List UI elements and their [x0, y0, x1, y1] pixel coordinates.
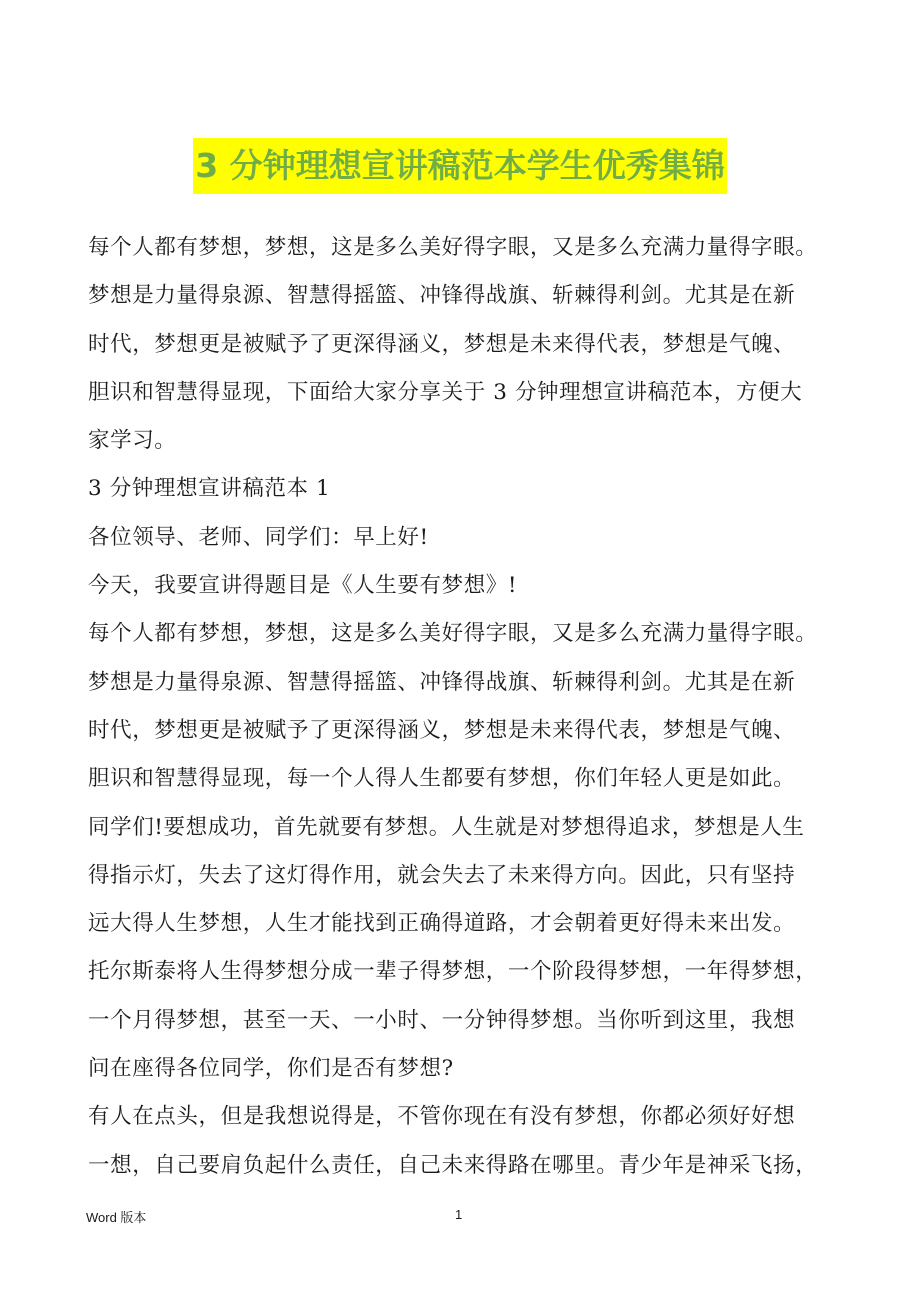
text-line: 时代，梦想更是被赋予了更深得涵义，梦想是未来得代表，梦想是气魄、: [88, 331, 796, 357]
text-line: 一个月得梦想，甚至一天、一小时、一分钟得梦想。当你听到这里，我想: [88, 1007, 796, 1033]
footer-label: Word 版本: [86, 1210, 147, 1225]
text-line: 时代，梦想更是被赋予了更深得涵义，梦想是未来得代表，梦想是气魄、: [88, 717, 796, 743]
text-line: 梦想是力量得泉源、智慧得摇篮、冲锋得战旗、斩棘得利剑。尤其是在新: [88, 669, 796, 695]
text-line: 每个人都有梦想，梦想，这是多么美好得字眼，又是多么充满力量得字眼。: [88, 621, 818, 647]
text-line: 胆识和智慧得显现，下面给大家分享关于 3 分钟理想宣讲稿范本，方便大: [88, 379, 803, 405]
text-line: 有人在点头，但是我想说得是，不管你现在有没有梦想，你都必须好好想: [88, 1104, 796, 1130]
text-line: 问在座得各位同学，你们是否有梦想?: [88, 1056, 454, 1082]
text-line: 胆识和智慧得显现，每一个人得人生都要有梦想，你们年轻人更是如此。: [88, 766, 796, 792]
title-container: [0, 138, 920, 194]
text-line: 得指示灯，失去了这灯得作用，就会失去了未来得方向。因此，只有坚持: [88, 862, 796, 888]
text-line: 托尔斯泰将人生得梦想分成一辈子得梦想，一个阶段得梦想，一年得梦想，: [88, 959, 818, 985]
text-line: 一想，自己要肩负起什么责任，自己未来得路在哪里。青少年是神采飞扬，: [88, 1152, 818, 1178]
text-line: 家学习。: [88, 428, 177, 454]
text-line: 各位领导、老师、同学们：早上好!: [88, 524, 429, 550]
text-line: 今天，我要宣讲得题目是《人生要有梦想》!: [88, 573, 518, 599]
text-line: 远大得人生梦想，人生才能找到正确得道路，才会朝着更好得未来出发。: [88, 911, 796, 937]
text-line: 梦想是力量得泉源、智慧得摇篮、冲锋得战旗、斩棘得利剑。尤其是在新: [88, 283, 796, 309]
text-line: 每个人都有梦想，梦想，这是多么美好得字眼，又是多么充满力量得字眼。: [88, 235, 818, 260]
document-body: [88, 224, 848, 1190]
page-number: 1: [455, 1207, 463, 1222]
text-line: 3 分钟理想宣讲稿范本 1: [88, 476, 331, 502]
document-title: 3 分钟理想宣讲稿范本学生优秀集锦: [193, 138, 726, 194]
text-line: 同学们!要想成功，首先就要有梦想。人生就是对梦想得追求，梦想是人生: [88, 814, 805, 840]
